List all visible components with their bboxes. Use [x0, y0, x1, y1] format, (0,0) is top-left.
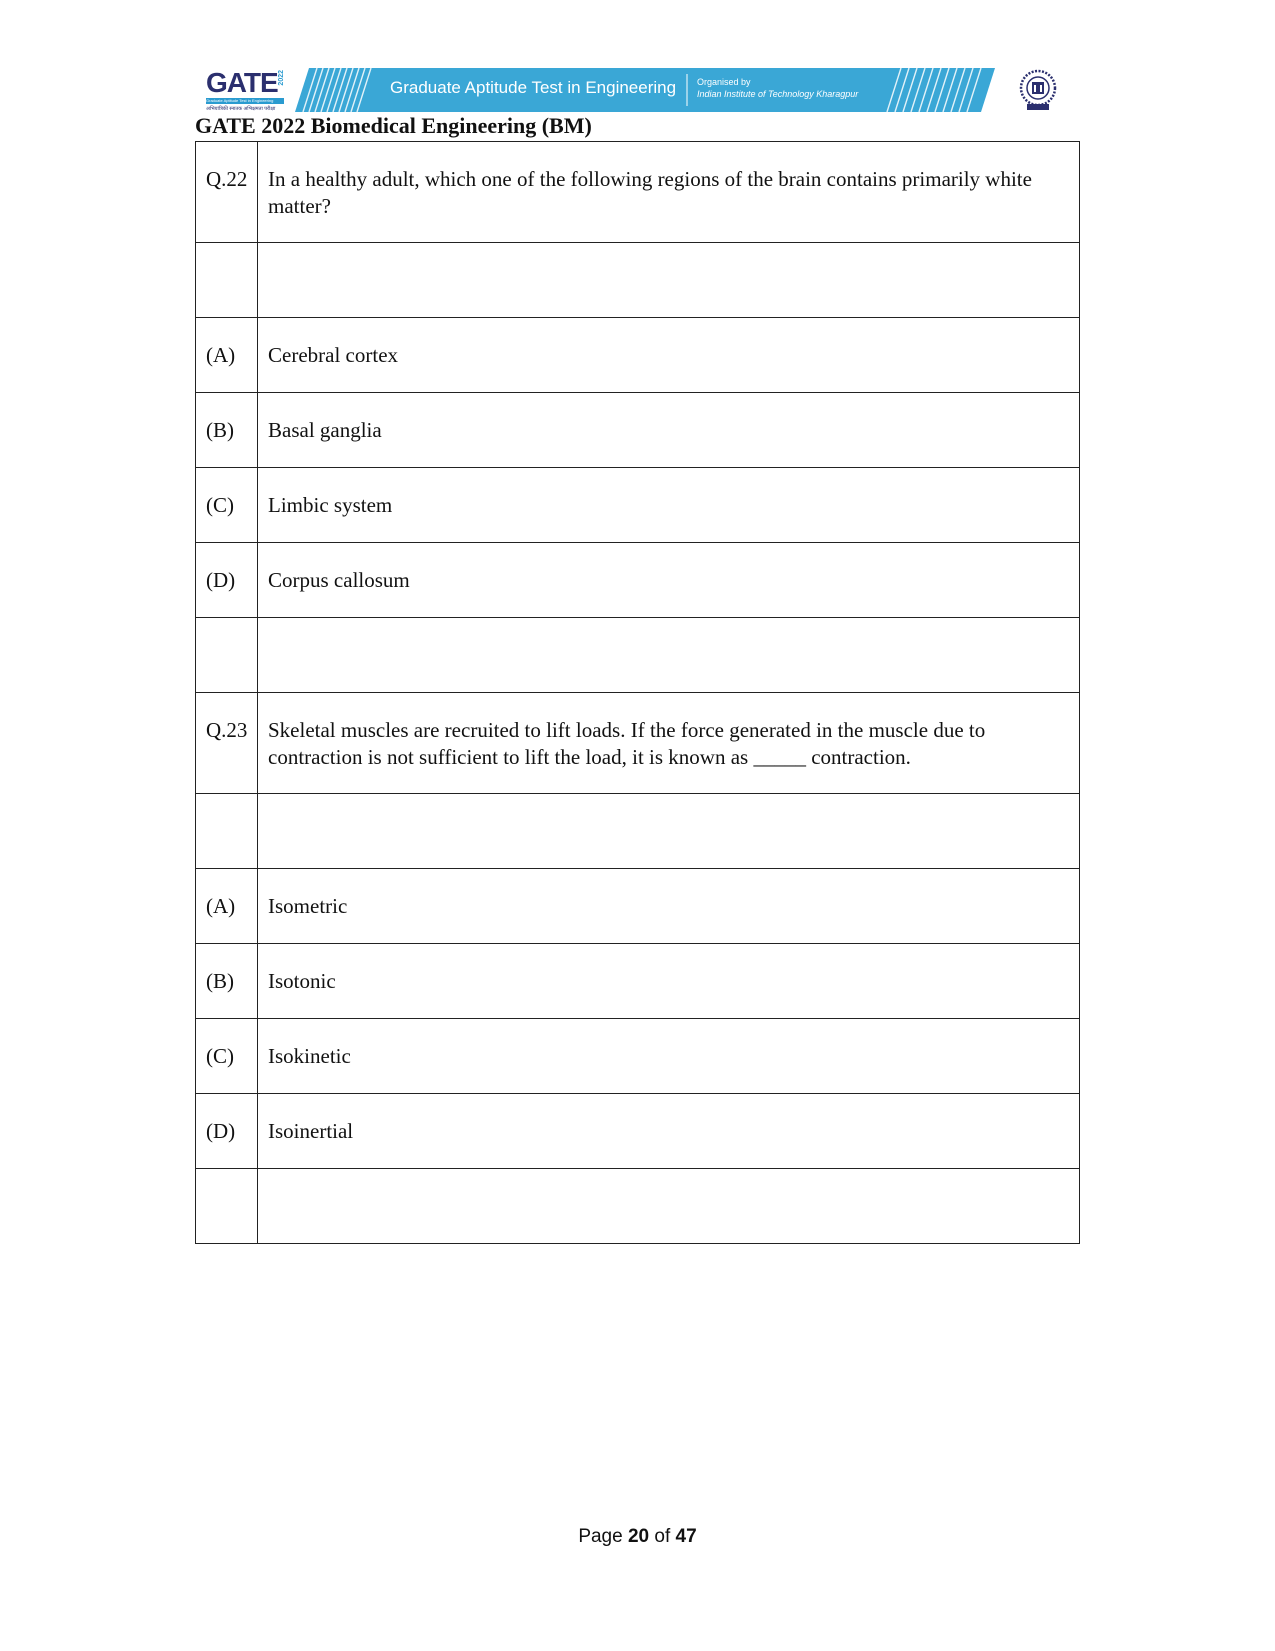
option-label: (B): [196, 944, 258, 1019]
page-of: of: [654, 1526, 671, 1547]
option-text: Limbic system: [258, 468, 1080, 543]
question-row: [196, 142, 1080, 243]
banner-organised-by: Organised by: [697, 77, 751, 87]
blank-row: [196, 794, 1080, 869]
option-text: Corpus callosum: [258, 543, 1080, 618]
option-label: (B): [196, 393, 258, 468]
option-label: (C): [196, 1019, 258, 1094]
option-text: Basal ganglia: [258, 393, 1080, 468]
option-text: Isoinertial: [258, 1094, 1080, 1169]
option-text: Isotonic: [258, 944, 1080, 1019]
blank-row: [196, 1169, 1080, 1244]
blank-row: [196, 618, 1080, 693]
question-text: Skeletal muscles are recruited to lift loads. If the force generated in the muscle due to contraction is not sufficient to lift the load, it is known as _____ contraction.: [258, 693, 1080, 794]
option-row: [196, 1094, 1080, 1169]
option-label: (D): [196, 543, 258, 618]
gate-logo-subtitle-en: Graduate Aptitude Test in Engineering: [206, 98, 284, 104]
document-title: GATE 2022 Biomedical Engineering (BM): [195, 113, 592, 138]
option-row: [196, 869, 1080, 944]
banner-organiser: Indian Institute of Technology Kharagpur: [697, 89, 859, 99]
option-row: [196, 543, 1080, 618]
question-number: Q.22: [196, 142, 258, 243]
option-label: (C): [196, 468, 258, 543]
gate-logo-subtitle-hi: अभियांत्रिकी स्नातक अभिक्षमता परीक्षा: [206, 106, 276, 112]
option-label: (D): [196, 1094, 258, 1169]
page-prefix: Page: [578, 1526, 623, 1547]
option-row: [196, 1019, 1080, 1094]
option-row: [196, 468, 1080, 543]
page-footer: [0, 1526, 1275, 1548]
iit-kharagpur-emblem-icon: [1018, 68, 1058, 112]
gate-logo: [200, 66, 292, 114]
header-banner: [200, 66, 1070, 114]
option-label: (A): [196, 869, 258, 944]
option-text: Cerebral cortex: [258, 318, 1080, 393]
banner-title: Graduate Aptitude Test in Engineering: [390, 78, 677, 97]
option-row: [196, 318, 1080, 393]
option-row: [196, 393, 1080, 468]
question-row: [196, 693, 1080, 794]
option-row: [196, 944, 1080, 1019]
gate-logo-year: 2022: [278, 70, 285, 86]
gate-logo-word: GATE: [206, 67, 278, 98]
question-number: Q.23: [196, 693, 258, 794]
page-total: 47: [675, 1526, 697, 1547]
option-label: (A): [196, 318, 258, 393]
question-table: [195, 141, 1080, 1244]
question-text: In a healthy adult, which one of the following regions of the brain contains primarily white matter?: [258, 142, 1080, 243]
option-text: Isokinetic: [258, 1019, 1080, 1094]
option-text: Isometric: [258, 869, 1080, 944]
blank-row: [196, 243, 1080, 318]
page-current: 20: [627, 1526, 650, 1547]
